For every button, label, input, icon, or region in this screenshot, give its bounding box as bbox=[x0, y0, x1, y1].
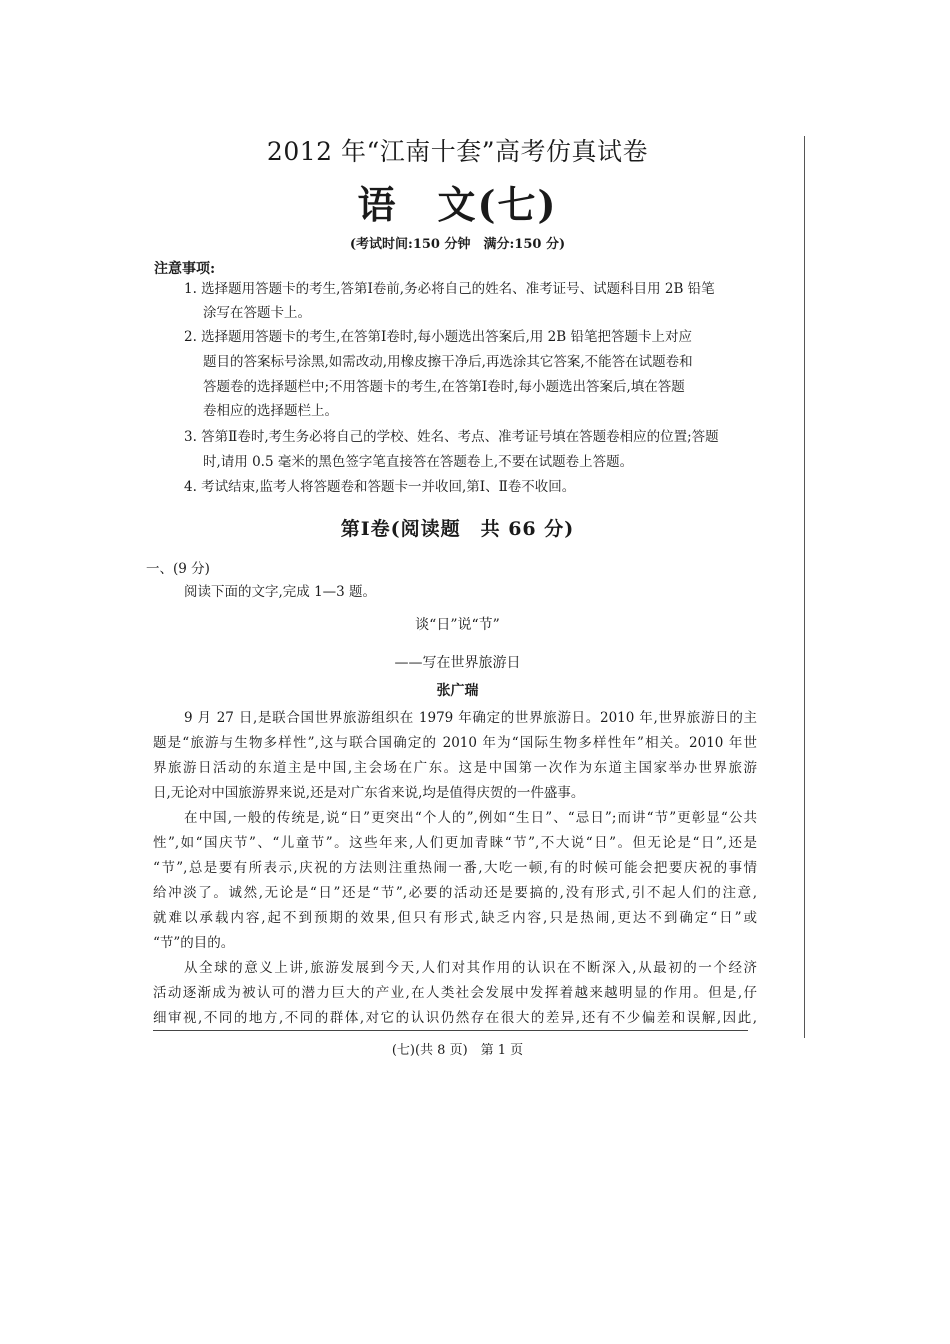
notice-line: 题目的答案标号涂黑,如需改动,用橡皮擦干净后,再选涂其它答案,不能答在试题卷和 bbox=[203, 354, 693, 370]
notice-line: 3. 答第Ⅱ卷时,考生务必将自己的学校、姓名、考点、准考证号填在答题卷相应的位置;答题 bbox=[184, 429, 719, 445]
notice-line: 2. 选择题用答题卡的考生,在答第Ⅰ卷时,每小题选出答案后,用 2B 铅笔把答题卡上对应 bbox=[184, 329, 692, 345]
article-subtitle: ——写在世界旅游日 bbox=[394, 655, 521, 671]
question-label: 一、(9 分) bbox=[146, 561, 210, 577]
article-line: 从全球的意义上讲,旅游发展到今天,人们对其作用的认识在不断深入,从最初的一个经济 bbox=[184, 960, 757, 976]
article-line: 就难以承载内容,起不到预期的效果,但只有形式,缺乏内容,只是热闹,更达不到确定“日”或 bbox=[153, 910, 757, 926]
article-title: 谈“日”说“节” bbox=[415, 617, 500, 633]
article-line: 界旅游日活动的东道主是中国,主会场在广东。这是中国第一次作为东道主国家举办世界旅游 bbox=[153, 760, 757, 776]
notice-line: 4. 考试结束,监考人将答题卷和答题卡一并收回,第Ⅰ、Ⅱ卷不收回。 bbox=[184, 479, 576, 495]
article-line: 题是“旅游与生物多样性”,这与联合国确定的 2010 年为“国际生物多样性年”相关。2010 年世 bbox=[153, 735, 757, 751]
notice-line: 时,请用 0.5 毫米的黑色签字笔直接答在答题卷上,不要在试题卷上答题。 bbox=[203, 454, 634, 470]
notice-line: 涂写在答题卡上。 bbox=[203, 305, 311, 321]
binding-margin-line bbox=[804, 136, 805, 1038]
article-line: 在中国,一般的传统是,说“日”更突出“个人的”,例如“生日”、“忌日”;而讲“节”更彰显“公共 bbox=[184, 810, 757, 826]
notice-line: 卷相应的选择题栏上。 bbox=[203, 403, 338, 419]
notice-line: 答题卷的选择题栏中;不用答题卡的考生,在答第Ⅰ卷时,每小题选出答案后,填在答题 bbox=[203, 379, 685, 395]
article-line: 日,无论对中国旅游界来说,还是对广东省来说,均是值得庆贺的一件盛事。 bbox=[153, 785, 585, 801]
article-line: 性”,如“国庆节”、“儿童节”。这些年来,人们更加青睐“节”,不大说“日”。但无论是“日”,还是 bbox=[153, 835, 757, 851]
footer-divider bbox=[153, 1030, 748, 1031]
exam-title: 2012 年“江南十套”高考仿真试卷 bbox=[266, 137, 649, 166]
notice-line: 1. 选择题用答题卡的考生,答第Ⅰ卷前,务必将自己的姓名、准考证号、试题科目用 2B 铅笔 bbox=[184, 281, 715, 297]
article-line: “节”的目的。 bbox=[153, 935, 235, 951]
article-line: 9 月 27 日,是联合国世界旅游组织在 1979 年确定的世界旅游日。2010 年,世界旅游日的主 bbox=[184, 710, 757, 726]
section-title: 第Ⅰ卷(阅读题 共 66 分) bbox=[340, 518, 575, 540]
question-instruction: 阅读下面的文字,完成 1—3 题。 bbox=[184, 584, 377, 600]
article-line: “节”,总是要有所表示,庆祝的方法则注重热闹一番,大吃一顿,有的时候可能会把要庆祝的事情 bbox=[153, 860, 757, 876]
subject-title: 语 文(七) bbox=[357, 182, 558, 227]
article-line: 活动逐渐成为被认可的潜力巨大的产业,在人类社会发展中发挥着越来越明显的作用。但是,仔 bbox=[153, 985, 757, 1001]
article-line: 细审视,不同的地方,不同的群体,对它的认识仍然存在很大的差异,还有不少偏差和误解,因此, bbox=[153, 1010, 757, 1026]
article-line: 给冲淡了。诚然,无论是“日”还是“节”,必要的活动还是要搞的,没有形式,引不起人们的注意, bbox=[153, 885, 757, 901]
article-author: 张广瑞 bbox=[436, 683, 479, 699]
exam-info: (考试时间:150 分钟 满分:150 分) bbox=[349, 237, 566, 252]
notice-heading: 注意事项: bbox=[154, 261, 216, 277]
page-footer: (七)(共 8 页) 第 1 页 bbox=[391, 1043, 524, 1058]
